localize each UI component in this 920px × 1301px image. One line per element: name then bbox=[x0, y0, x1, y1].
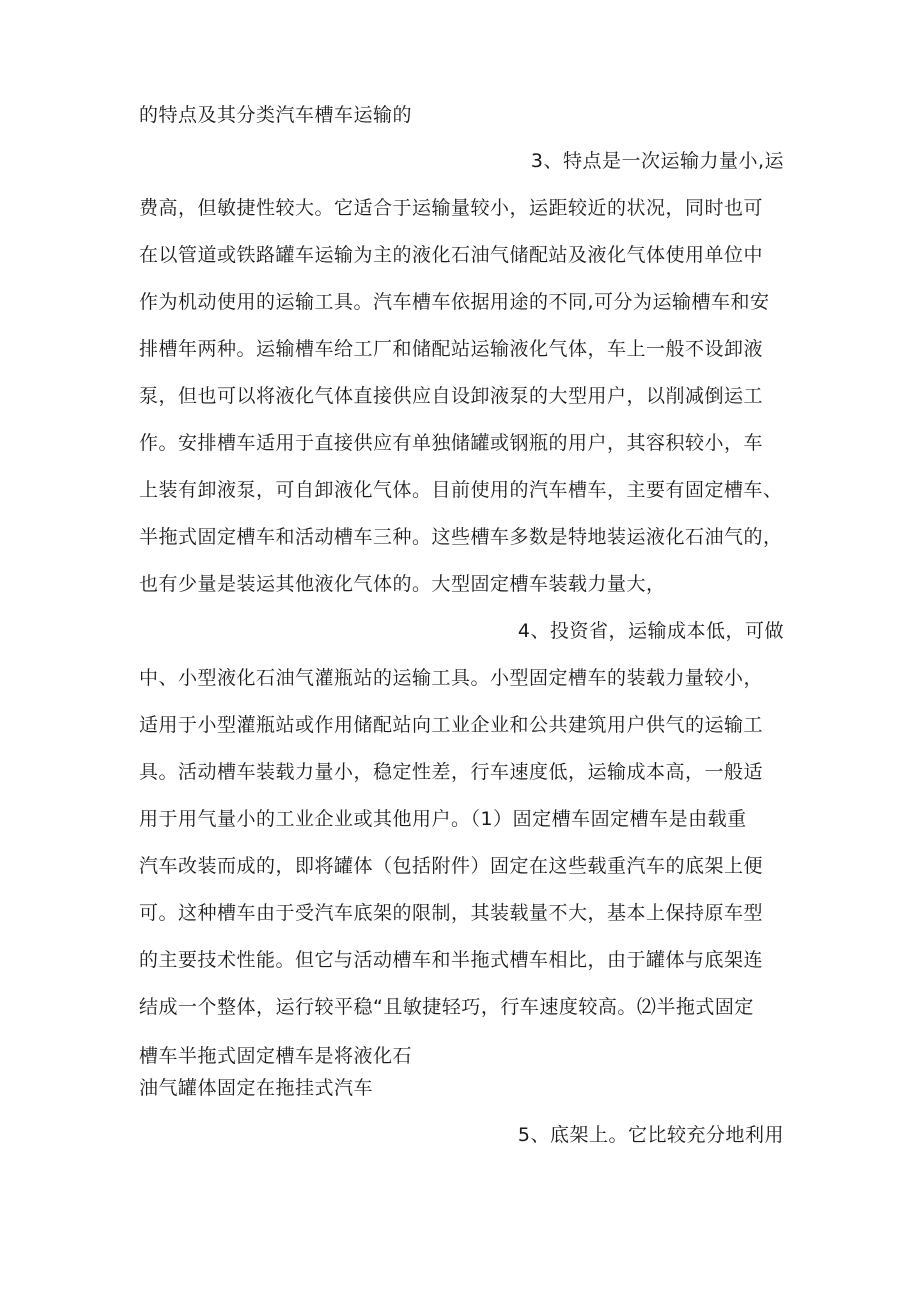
text-line-6: 排槽年两种。运输槽车给工厂和储配站运输液化气体，车上一般不设卸液 bbox=[139, 338, 764, 360]
text-line-23: 5、底架上。它比较充分地利用 bbox=[517, 1124, 784, 1146]
text-line-18: 可。这种槽车由于受汽车底架的限制，其装载量不大，基本上保持原车型 bbox=[139, 902, 764, 924]
text-line-15: 具。活动槽车装载力量小，稳定性差，行车速度低，运输成本高，一般适 bbox=[139, 761, 764, 783]
text-line-11: 也有少量是装运其他液化气体的。大型固定槽车装载力量大， bbox=[139, 573, 666, 595]
text-line-17: 汽车改装而成的，即将罐体（包括附件）固定在这些载重汽车的底架上便 bbox=[139, 855, 764, 877]
text-line-21: 槽车半拖式固定槽车是将液化石 bbox=[139, 1045, 413, 1067]
text-line-9: 上装有卸液泵，可自卸液化气体。目前使用的汽车槽车，主要有固定槽车、 bbox=[139, 479, 783, 501]
text-line-16: 用于用气量小的工业企业或其他用户。（1）固定槽车固定槽车是由载重 bbox=[139, 808, 747, 830]
text-line-20: 结成一个整体，运行较平稳“且敏捷轻巧，行车速度较高。⑵半拖式固定 bbox=[139, 996, 754, 1018]
text-line-7: 泵，但也可以将液化气体直接供应自设卸液泵的大型用户，以削减倒运工 bbox=[139, 385, 764, 407]
text-line-13: 中、小型液化石油气灌瓶站的运输工具。小型固定槽车的装载力量较小， bbox=[139, 667, 764, 689]
text-line-19: 的主要技术性能。但它与活动槽车和半拖式槽车相比，由于罐体与底架连 bbox=[139, 949, 764, 971]
text-line-8: 作。安排槽车适用于直接供应有单独储罐或钢瓶的用户，其容积较小，车 bbox=[139, 432, 764, 454]
text-line-10: 半拖式固定槽车和活动槽车三种。这些槽车多数是特地装运液化石油气的， bbox=[139, 526, 783, 548]
text-line-1: 的特点及其分类汽车槽车运输的 bbox=[139, 104, 413, 126]
text-line-12: 4、投资省，运输成本低，可做 bbox=[517, 620, 784, 642]
text-line-14: 适用于小型灌瓶站或作用储配站向工业企业和公共建筑用户供气的运输工 bbox=[139, 714, 764, 736]
text-line-3: 费高，但敏捷性较大。它适合于运输量较小，运距较近的状况，同时也可 bbox=[139, 197, 764, 219]
text-line-4: 在以管道或铁路罐车运输为主的液化石油气储配站及液化气体使用单位中 bbox=[139, 244, 764, 266]
text-line-22: 油气罐体固定在拖挂式汽车 bbox=[139, 1077, 374, 1099]
text-line-5: 作为机动使用的运输工具。汽车槽车依据用途的不同,可分为运输槽车和安 bbox=[139, 291, 770, 313]
text-line-2: 3、特点是一次运输力量小,运 bbox=[530, 150, 784, 172]
